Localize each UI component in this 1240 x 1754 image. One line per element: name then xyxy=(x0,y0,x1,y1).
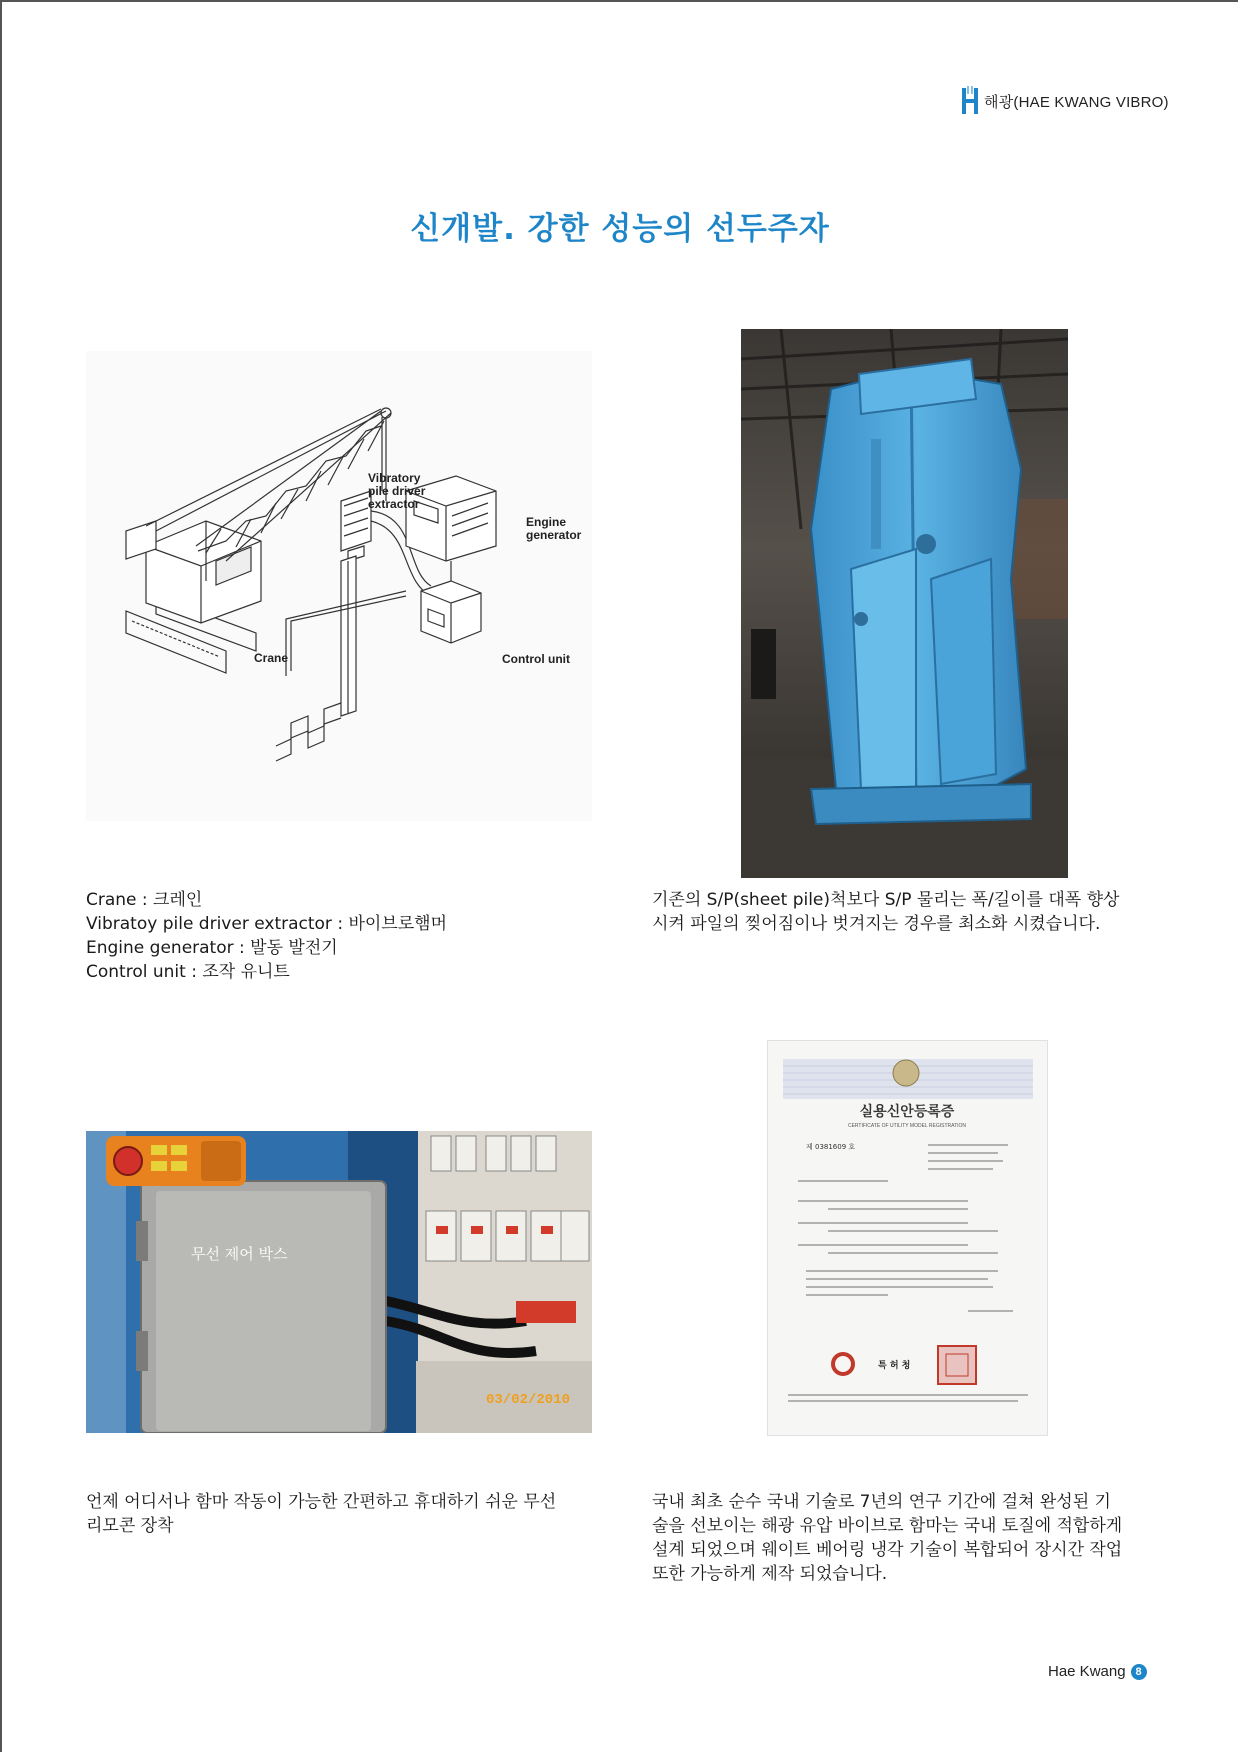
label-crane: Crane xyxy=(254,651,289,665)
page-footer xyxy=(1048,1663,1147,1680)
caption-line: 술을 선보이는 해광 유압 바이브로 함마는 국내 토질에 적합하게 xyxy=(652,1516,1123,1536)
caption-line: 기존의 S/P(sheet pile)척보다 S/P 물리는 폭/길이를 대폭 향상 xyxy=(652,890,1120,910)
crane-diagram-figure xyxy=(86,351,592,821)
legend-line: Control unit : 조작 유니트 xyxy=(86,962,290,982)
certificate-office: 특 허 청 xyxy=(878,1361,911,1371)
caption-line: 리모콘 장착 xyxy=(86,1516,174,1536)
utility-model-certificate xyxy=(767,1040,1048,1436)
label-engine-line-1: Engine xyxy=(526,515,567,529)
label-control-unit: Control unit xyxy=(502,652,570,666)
brand-name: 해광(HAE KWANG VIBRO) xyxy=(984,93,1169,111)
caption-line: 시켜 파일의 찢어짐이나 벗겨지는 경우를 최소화 시켰습니다. xyxy=(652,914,1101,934)
page-number-badge: 8 xyxy=(1131,1664,1147,1680)
legend-line: Vibratoy pile driver extractor : 바이브로햄머 xyxy=(86,914,447,934)
haekwang-logo-icon xyxy=(962,86,978,116)
vibro-photo-caption xyxy=(652,888,1172,936)
label-vibratory-line-3: extractor xyxy=(368,497,420,511)
crane-legend-caption xyxy=(86,888,566,984)
label-vibratory-line-1: Vibratory xyxy=(368,471,421,485)
header-brand xyxy=(962,86,1169,116)
caption-line: 또한 가능하게 제작 되었습니다. xyxy=(652,1564,888,1584)
photo-date-stamp: 03/02/2010 xyxy=(486,1392,571,1408)
certificate-title: 실용신안등록증 xyxy=(859,1104,955,1120)
caption-line: 국내 최초 순수 국내 기술로 7년의 연구 기간에 걸쳐 완성된 기 xyxy=(652,1492,1111,1512)
legend-line: Engine generator : 발동 발전기 xyxy=(86,938,338,958)
crane-line-drawing xyxy=(86,351,592,821)
control-box-label: 무선 제어 박스 xyxy=(191,1245,288,1263)
label-engine-line-2: generator xyxy=(526,528,582,542)
control-box-photo xyxy=(86,1131,592,1433)
patent-caption xyxy=(652,1490,1172,1586)
page-title: 신개발. 강한 성능의 선두주자 xyxy=(410,211,830,247)
label-vibratory-line-2: pile driver xyxy=(368,484,426,498)
legend-line: Crane : 크레인 xyxy=(86,890,203,910)
vibro-hammer-photo xyxy=(741,329,1068,878)
caption-line: 언제 어디서나 함마 작동이 가능한 간편하고 휴대하기 쉬운 무선 xyxy=(86,1492,557,1512)
certificate-subtitle: CERTIFICATE OF UTILITY MODEL REGISTRATION xyxy=(847,1123,967,1129)
certificate-number: 제 0381609 호 xyxy=(806,1143,856,1151)
remote-caption xyxy=(86,1490,606,1538)
caption-line: 설계 되었으며 웨이트 베어링 냉각 기술이 복합되어 장시간 작업 xyxy=(652,1540,1123,1560)
footer-brand: Hae Kwang xyxy=(1048,1663,1126,1680)
